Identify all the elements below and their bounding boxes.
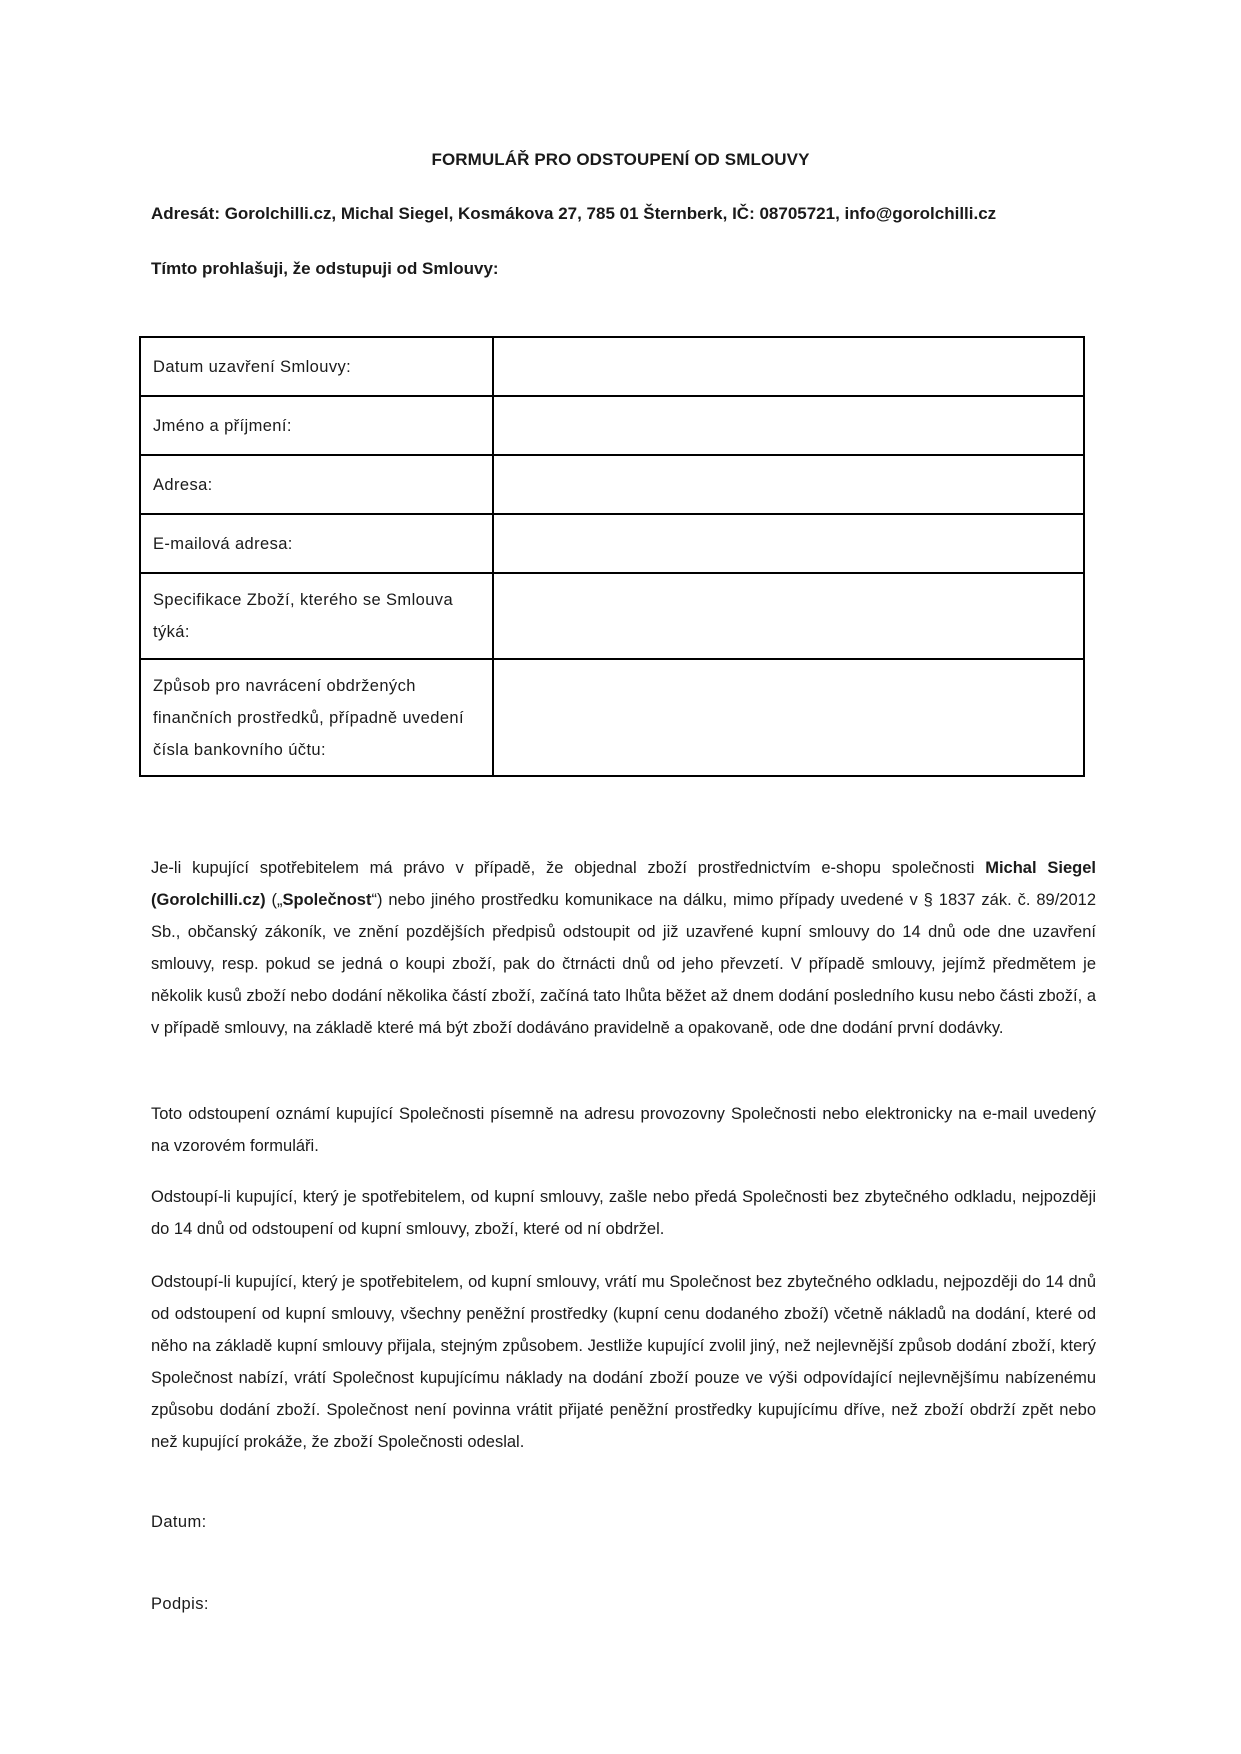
addressee-details: : Gorolchilli.cz, Michal Siegel, Kosmákova 27, 785 01 Šternberk, IČ: 08705721, info@gorolchilli.cz — [214, 204, 997, 223]
form-field-goods-specification[interactable] — [493, 573, 1084, 659]
paragraph-withdrawal-right-part2: („ — [265, 891, 283, 909]
form-row-full-name — [140, 396, 1084, 455]
form-field-contract-date[interactable] — [493, 337, 1084, 396]
paragraph-withdrawal-right-part3: “) nebo jiného prostředku komunikace na dálku, mimo případy uvedené v § 1837 zák. č. 89/2012 Sb., občanský zákoník, ve znění pozdějších předpisů odstoupit od již uzavřené kupní smlouvy do 14 dnů ode dne uzavření smlouvy, resp. pokud se jedná o koupi zboží, pak do čtrnácti dnů od jeho převzetí. V případě smlouvy, jejímž předmětem je několik kusů zboží nebo dodání několika částí zboží, začíná tato lhůta běžet až dnem dodání posledního kusu nebo části zboží, a v případě smlouvy, na základě které má být zboží dodáváno pravidelně a opakovaně, ode dne dodání první dodávky. — [151, 891, 1096, 1037]
form-label-address: Adresa: — [140, 455, 493, 514]
form-row-goods-specification — [140, 573, 1084, 659]
form-row-contract-date — [140, 337, 1084, 396]
paragraph-refund: Odstoupí-li kupující, který je spotřebitelem, od kupní smlouvy, vrátí mu Společnost bez zbytečného odkladu, nejpozději do 14 dnů od odstoupení od kupní smlouvy, všechny peněžní prostředky (kupní cenu dodaného zboží) včetně nákladů na dodání, které od něho na základě kupní smlouvy přijala, stejným způsobem. Jestliže kupující zvolil jiný, než nejlevnější způsob dodání zboží, který Společnost nabízí, vrátí Společnost kupujícímu náklady na dodání zboží pouze ve výši odpovídající nejlevnějšímu nabízenému způsobu dodání zboží. Společnost není povinna vrátit přijaté peněžní prostředky kupujícímu dříve, než zboží obdrží zpět nebo než kupující prokáže, že zboží Společnosti odeslal. — [151, 1273, 1096, 1451]
company-name-bold: Michal Siegel (Gorolchilli.cz) — [151, 859, 1096, 909]
form-label-email: E-mailová adresa: — [140, 514, 493, 573]
form-field-full-name[interactable] — [493, 396, 1084, 455]
form-label-goods-specification: Specifikace Zboží, kterého se Smlouva týká: — [140, 573, 493, 659]
form-row-address — [140, 455, 1084, 514]
company-short-name-bold: Společnost — [282, 891, 372, 909]
signature-label: Podpis: — [151, 1595, 209, 1613]
withdrawal-form-table — [139, 336, 1085, 777]
form-field-email[interactable] — [493, 514, 1084, 573]
paragraph-withdrawal-right — [151, 852, 1096, 1044]
form-field-address[interactable] — [493, 455, 1084, 514]
form-label-full-name: Jméno a příjmení: — [140, 396, 493, 455]
form-field-refund-method[interactable] — [493, 659, 1084, 776]
addressee-line — [151, 204, 996, 224]
form-row-refund-method — [140, 659, 1084, 776]
form-label-contract-date: Datum uzavření Smlouvy: — [140, 337, 493, 396]
form-row-email — [140, 514, 1084, 573]
paragraph-withdrawal-right-part1: Je-li kupující spotřebitelem má právo v případě, že objednal zboží prostřednictvím e-shopu společnosti — [151, 859, 986, 877]
date-label: Datum: — [151, 1513, 207, 1531]
paragraph-notification: Toto odstoupení oznámí kupující Společnosti písemně na adresu provozovny Společnosti nebo elektronicky na e-mail uvedený na vzorovém formuláři. — [151, 1105, 1096, 1155]
paragraph-return-goods: Odstoupí-li kupující, který je spotřebitelem, od kupní smlouvy, zašle nebo předá Společnosti bez zbytečného odkladu, nejpozději do 14 dnů od odstoupení od kupní smlouvy, zboží, které od ní obdržel. — [151, 1188, 1096, 1238]
form-label-refund-method: Způsob pro navrácení obdržených finančních prostředků, případně uvedení čísla bankovního účtu: — [140, 659, 493, 776]
addressee-label: Adresát — [151, 204, 215, 223]
declaration-heading: Tímto prohlašuji, že odstupuji od Smlouvy: — [151, 259, 499, 278]
document-title: FORMULÁŘ PRO ODSTOUPENÍ OD SMLOUVY — [431, 150, 810, 169]
